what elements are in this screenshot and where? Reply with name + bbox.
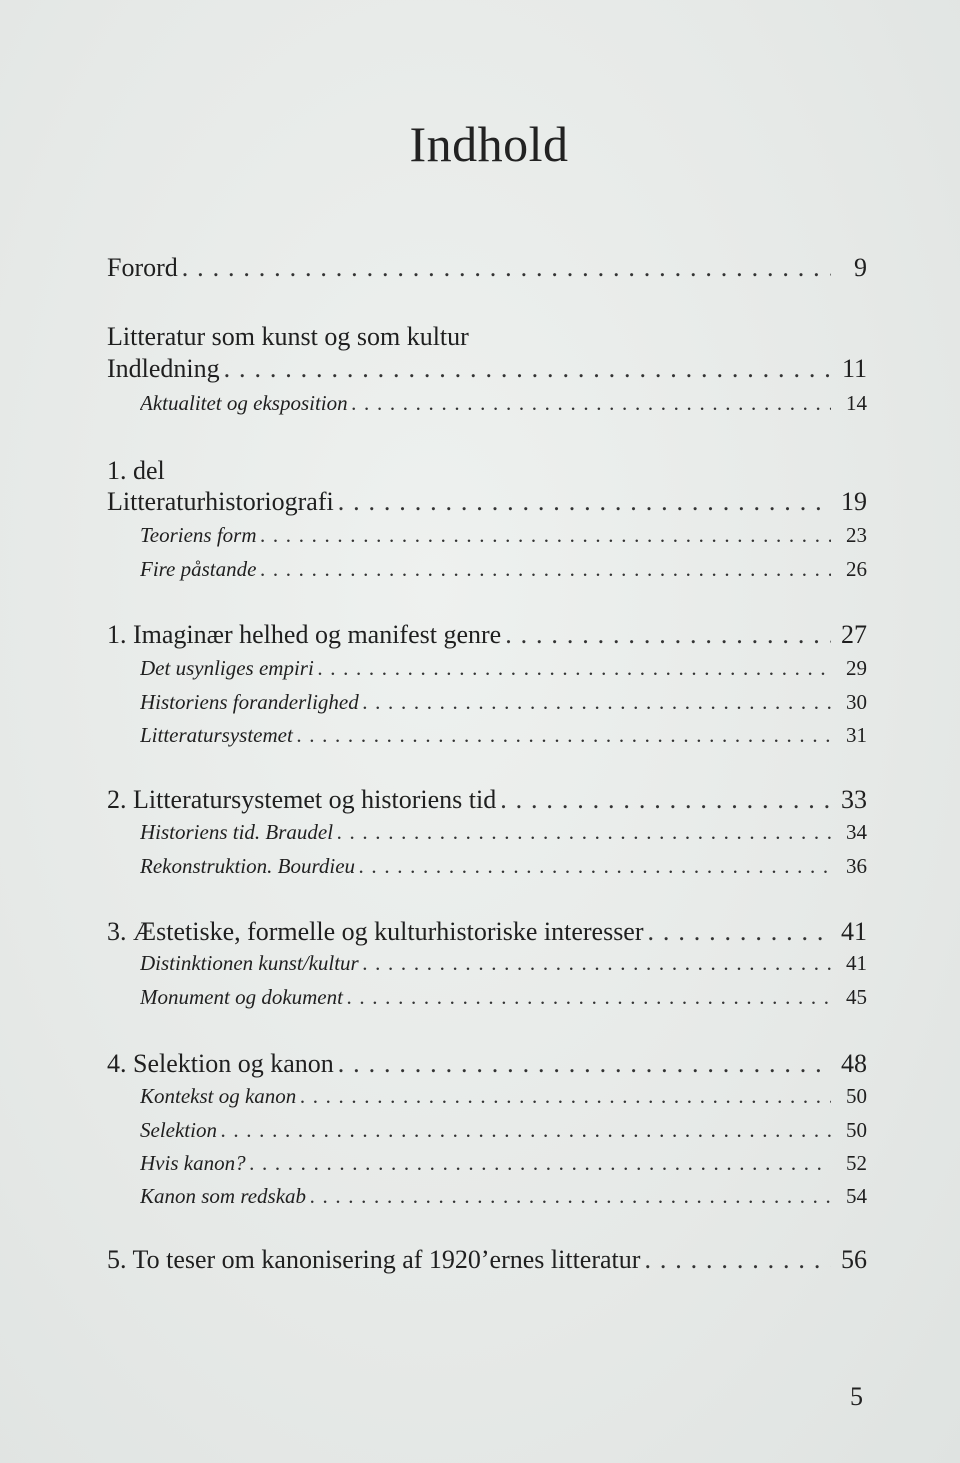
entry-page: 27 (841, 620, 867, 649)
toc-entry-indledning (107, 354, 867, 386)
dot-leader (224, 354, 831, 384)
entry-page: 23 (846, 523, 867, 547)
entry-label: Historiens tid. Braudel (140, 820, 334, 844)
dot-leader (505, 620, 831, 650)
toc-entry-chapter-2 (107, 785, 867, 817)
entry-page: 48 (841, 1049, 867, 1078)
toc-subentry-hvis-kanon (140, 1151, 867, 1179)
dot-leader (318, 656, 831, 681)
entry-label: 1. Imaginær helhed og manifest genre (107, 620, 502, 649)
entry-label: Fire påstande (140, 557, 257, 581)
dot-leader (347, 985, 831, 1010)
entry-page: 33 (841, 785, 867, 814)
entry-page: 52 (846, 1151, 867, 1175)
entry-label: Litteratur som kunst og som kultur (107, 322, 469, 351)
dot-leader (644, 1245, 831, 1275)
entry-page: 14 (846, 391, 867, 415)
dot-leader (337, 820, 831, 845)
entry-label: 5. To teser om kanonisering af 1920’ernes litteratur (107, 1245, 641, 1274)
entry-label: Selektion (140, 1118, 217, 1142)
toc-subentry-det-usynliges (140, 656, 867, 684)
toc-subentry-fire-pastande (140, 557, 867, 585)
entry-page: 29 (846, 656, 867, 680)
dot-leader (297, 723, 831, 748)
dot-leader (300, 1084, 831, 1109)
entry-label: Teoriens form (140, 523, 257, 547)
entry-page: 50 (846, 1118, 867, 1142)
dot-leader (352, 391, 831, 416)
dot-leader (250, 1151, 831, 1176)
entry-label: Kanon som redskab (140, 1184, 307, 1208)
entry-page: 34 (846, 820, 867, 844)
dot-leader (363, 951, 831, 976)
dot-leader (260, 557, 831, 582)
entry-label: 3. Æstetiske, formelle og kulturhistoriske interesser (107, 917, 644, 946)
entry-label: Aktualitet og eksposition (140, 391, 348, 415)
dot-leader (500, 785, 831, 815)
entry-label: Historiens foranderlighed (140, 690, 359, 714)
toc-entry-chapter-4 (107, 1049, 867, 1081)
entry-label: 1. del (107, 456, 165, 485)
entry-page: 41 (841, 917, 867, 946)
toc-subentry-litteratursystemet (140, 723, 867, 751)
toc-subentry-rekonstruktion (140, 854, 867, 882)
entry-label: Kontekst og kanon (140, 1084, 297, 1108)
entry-label: Hvis kanon? (140, 1151, 246, 1175)
dot-leader (359, 854, 831, 879)
toc-subentry-teoriens-form (140, 523, 867, 551)
entry-label: 4. Selektion og kanon (107, 1049, 334, 1078)
entry-label: Litteraturhistoriografi (107, 487, 334, 516)
entry-page: 36 (846, 854, 867, 878)
entry-label: Indledning (107, 354, 220, 383)
toc-subentry-historiens-foranderlighed (140, 690, 867, 718)
entry-page: 56 (841, 1245, 867, 1274)
dot-leader (363, 690, 831, 715)
entry-page: 31 (846, 723, 867, 747)
toc-entry-chapter-1 (107, 620, 867, 652)
entry-label: Distinktionen kunst/kultur (140, 951, 359, 975)
page-title: Indhold (409, 116, 569, 172)
entry-page: 19 (841, 487, 867, 516)
entry-label: Forord (107, 253, 178, 282)
entry-page: 41 (846, 951, 867, 975)
toc-subentry-monument (140, 985, 867, 1013)
entry-page: 45 (846, 985, 867, 1009)
toc-entry-chapter-3 (107, 917, 867, 949)
toc-entry-chapter-5 (107, 1245, 867, 1277)
entry-label: Litteratursystemet (140, 723, 293, 747)
entry-label: Det usynliges empiri (140, 656, 314, 680)
toc-part-heading (107, 456, 867, 488)
dot-leader (338, 487, 831, 517)
entry-label: Rekonstruktion. Bourdieu (140, 854, 356, 878)
entry-page: 50 (846, 1084, 867, 1108)
entry-page: 11 (841, 354, 867, 383)
entry-page: 9 (854, 253, 867, 282)
dot-leader (182, 253, 831, 283)
toc-subentry-distinktionen (140, 951, 867, 979)
dot-leader (338, 1049, 831, 1079)
toc-subentry-aktualitet (140, 391, 867, 419)
dot-leader (261, 523, 832, 548)
entry-page: 54 (846, 1184, 867, 1208)
entry-label: 2. Litteratursystemet og historiens tid (107, 785, 497, 814)
toc-section-heading (107, 322, 867, 354)
entry-label: Monument og dokument (140, 985, 343, 1009)
toc-entry-litteraturhistoriografi (107, 487, 867, 519)
dot-leader (310, 1184, 831, 1209)
toc-subentry-selektion (140, 1118, 867, 1146)
dot-leader (221, 1118, 831, 1143)
entry-page: 26 (846, 557, 867, 581)
toc-subentry-kanon-redskab (140, 1184, 867, 1212)
entry-page: 30 (846, 690, 867, 714)
dot-leader (648, 917, 831, 947)
page-number: 5 (850, 1382, 863, 1411)
toc-subentry-kontekst (140, 1084, 867, 1112)
toc-subentry-historiens-tid (140, 820, 867, 848)
toc-entry-forord (107, 253, 867, 285)
